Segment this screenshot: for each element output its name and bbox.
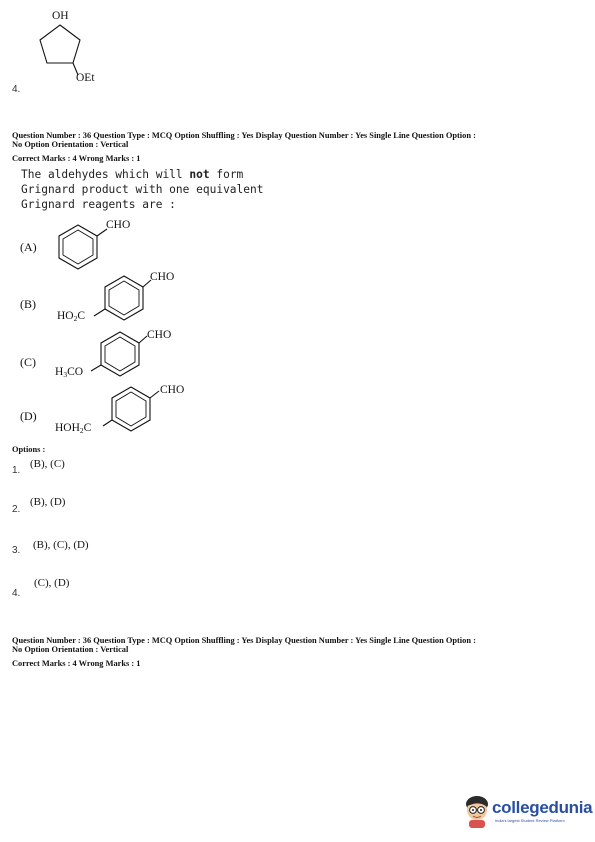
oh-label: OH — [52, 10, 69, 22]
logo-tagline: India's largest Student Review Platform — [495, 818, 565, 823]
question-text-line3: Grignard reagents are : — [21, 198, 176, 211]
next-question-header — [12, 636, 592, 654]
substituent-d: $HOH_2C$ — [55, 422, 92, 435]
structure-label-c: (C) — [20, 355, 36, 369]
option-1-number: 1. — [12, 465, 21, 476]
question-text-line1: The aldehydes which will not form — [21, 168, 244, 181]
structure-label-b: (B) — [20, 297, 36, 311]
question-header-line1: Question Number : 36 Question Type : MCQ Option Shuffling : Yes Display Question Number : Yes Single Line Question Option : — [12, 131, 476, 140]
mascot-icon — [463, 792, 493, 828]
logo-brand-text: collegedunia — [492, 798, 593, 817]
question-text-line2: Grignard product with one equivalent — [21, 183, 264, 196]
option-2-text[interactable]: (B), (D) — [30, 496, 66, 508]
prev-option-number: 4. — [12, 84, 21, 95]
option-3-number: 3. — [12, 545, 21, 556]
option-2-number: 2. — [12, 504, 21, 515]
next-question-header-line2: No Option Orientation : Vertical — [12, 645, 129, 654]
option-1-text[interactable]: (B), (C) — [30, 458, 65, 470]
option-4-text[interactable]: (C), (D) — [34, 577, 70, 589]
substituent-c: $H_3CO$ — [55, 366, 84, 379]
option-4-number: 4. — [12, 588, 21, 599]
next-question-marks: Correct Marks : 4 Wrong Marks : 1 — [12, 659, 141, 668]
next-question-header-line1: Question Number : 36 Question Type : MCQ Option Shuffling : Yes Display Question Number : Yes Single Line Question Option : — [12, 636, 476, 645]
structure-label-a: (A) — [20, 240, 37, 254]
structure-label-d: (D) — [20, 409, 37, 423]
oet-label: OEt — [76, 72, 95, 84]
emphasis-not: not — [189, 168, 210, 181]
cho-label-a: CHO — [106, 219, 131, 231]
question-marks: Correct Marks : 4 Wrong Marks : 1 — [12, 154, 141, 163]
cho-label-b: CHO — [150, 271, 175, 283]
collegedunia-logo — [463, 792, 593, 828]
cho-label-d: CHO — [160, 384, 185, 396]
option-3-text[interactable]: (B), (C), (D) — [33, 539, 89, 551]
cho-label-c: CHO — [147, 329, 172, 341]
substituent-b: $HO_2C$ — [57, 310, 86, 323]
options-title: Options : — [12, 445, 46, 454]
question-header-line2: No Option Orientation : Vertical — [12, 140, 129, 149]
